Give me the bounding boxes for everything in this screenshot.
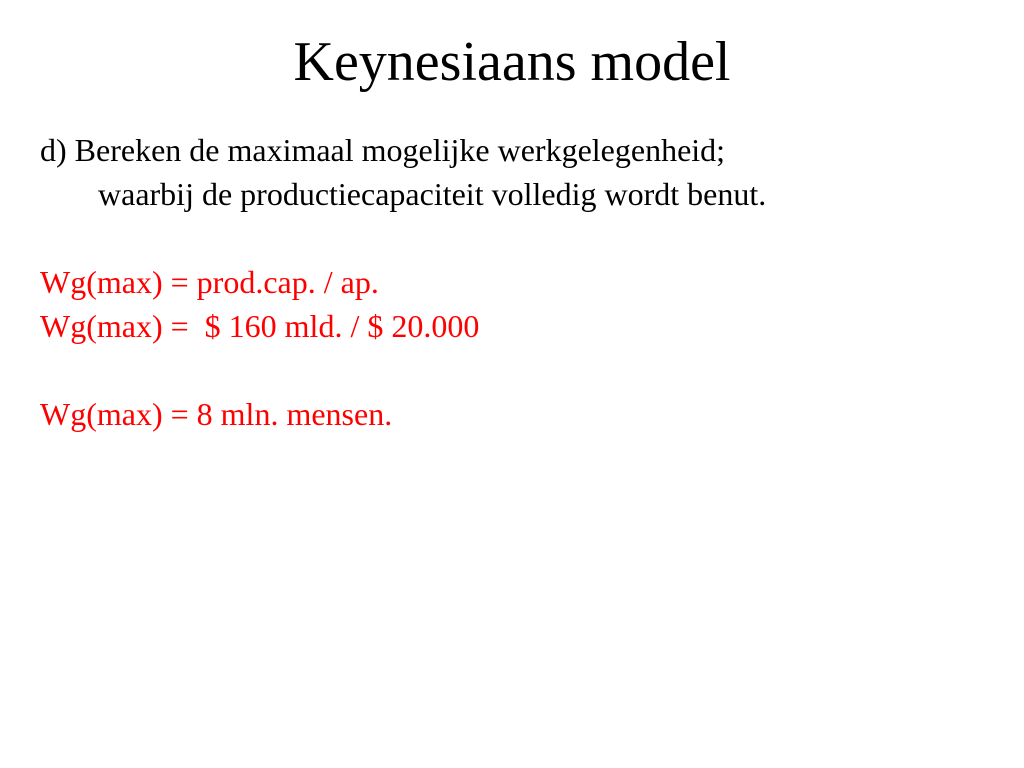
answer-line-2: Wg(max) = $ 160 mld. / $ 20.000 [40,308,480,344]
answer-line-1: Wg(max) = prod.cap. / ap. [40,264,379,300]
answer-line-3: Wg(max) = 8 mln. mensen. [40,396,393,432]
slide-title: Keynesiaans model [293,31,731,93]
slide-body [40,128,1000,436]
question-line-1: d) Bereken de maximaal mogelijke werkgelegenheid; [40,132,726,168]
blank-line [40,348,1000,392]
blank-line [40,216,1000,260]
question-line-2: waarbij de productiecapaciteit volledig wordt benut. [98,176,767,212]
